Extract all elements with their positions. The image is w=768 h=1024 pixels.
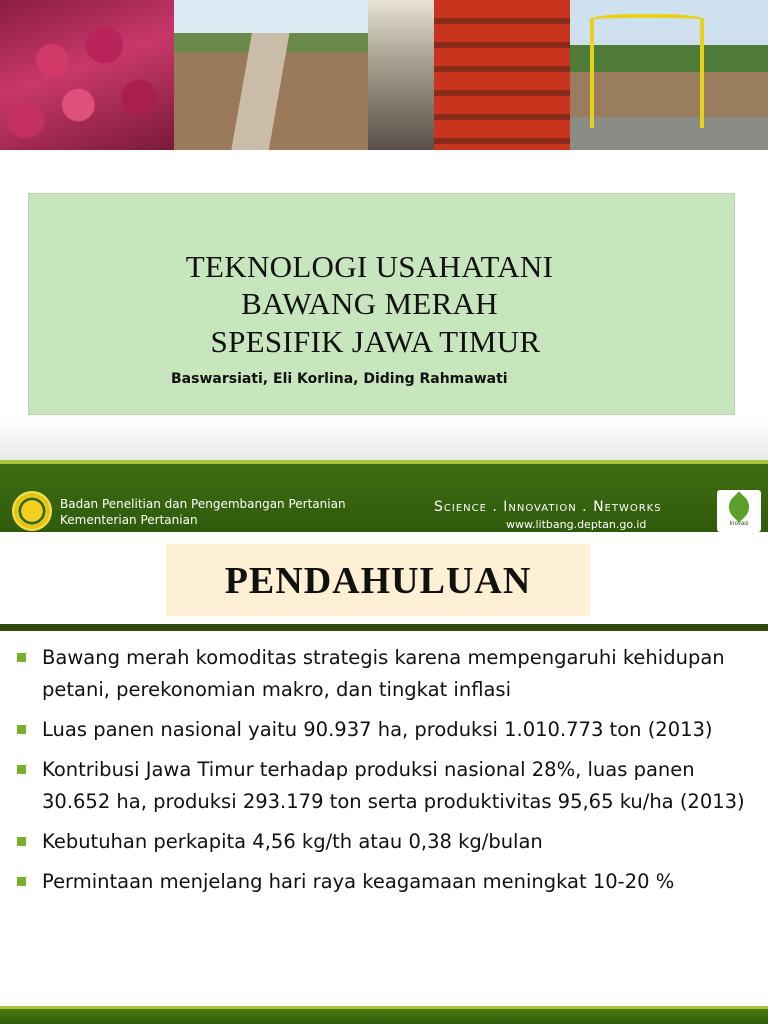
slide-heading: PENDAHULUAN: [224, 560, 532, 602]
footer-band: [0, 460, 768, 532]
footer-org-line-2: Kementerian Pertanian: [60, 513, 198, 527]
footer-org-line-1: Badan Penelitian dan Pengembangan Pertanian: [60, 497, 346, 511]
bullet-square-icon: [17, 765, 26, 774]
footer-tagline: Science . Innovation . Networks: [434, 499, 662, 515]
title-box: [28, 193, 735, 415]
warehouse-photo: [368, 0, 570, 150]
bullet-square-icon: [17, 837, 26, 846]
bullet-list: [16, 642, 761, 906]
authors: Baswarsiati, Eli Korlina, Diding Rahmawati: [171, 371, 508, 387]
bullet-text: Bawang merah komoditas strategis karena mempengaruhi kehidupan petani, perekonomian makro, dan tingkat inflasi: [42, 646, 725, 701]
list-item: [16, 826, 761, 858]
gate-road-photo: [570, 0, 768, 150]
storage-road-photo: [174, 0, 368, 150]
title-line-1: TEKNOLOGI USAHATANI: [185, 249, 554, 284]
heading-box: [166, 544, 590, 616]
heading-area: [0, 532, 768, 624]
list-item: [16, 642, 761, 706]
bullet-text: Permintaan menjelang hari raya keagamaan meningkat 10-20 %: [42, 870, 675, 893]
bullet-content: [0, 631, 768, 1011]
bullet-text: Kontribusi Jawa Timur terhadap produksi nasional 28%, luas panen 30.652 ha, produksi 293.179 ton serta produktivitas 95,65 ku/ha (2013): [42, 758, 745, 813]
bullet-square-icon: [17, 653, 26, 662]
ministry-logo-icon: [12, 491, 52, 531]
shallot-photo: [0, 0, 174, 150]
leaf-icon: [723, 491, 754, 522]
badge-caption: Inovasi: [729, 521, 749, 527]
bullet-text: Kebutuhan perkapita 4,56 kg/th atau 0,38 kg/bulan: [42, 830, 543, 853]
title-line-2: BAWANG MERAH: [241, 286, 498, 321]
footer-organization: [60, 496, 346, 528]
bottom-footer-band: [0, 1006, 768, 1024]
list-item: [16, 754, 761, 818]
title-line-3: SPESIFIK JAWA TIMUR: [210, 324, 541, 359]
background-fade: [0, 418, 768, 462]
intro-slide: [0, 532, 768, 1024]
list-item: [16, 714, 761, 746]
list-item: [16, 866, 761, 898]
footer-url: www.litbang.deptan.go.id: [506, 518, 647, 531]
bullet-text: Luas panen nasional yaitu 90.937 ha, produksi 1.010.773 ton (2013): [42, 718, 713, 741]
bullet-square-icon: [17, 877, 26, 886]
photo-banner: [0, 0, 768, 150]
innovation-badge-icon: [717, 490, 761, 532]
bullet-square-icon: [17, 725, 26, 734]
